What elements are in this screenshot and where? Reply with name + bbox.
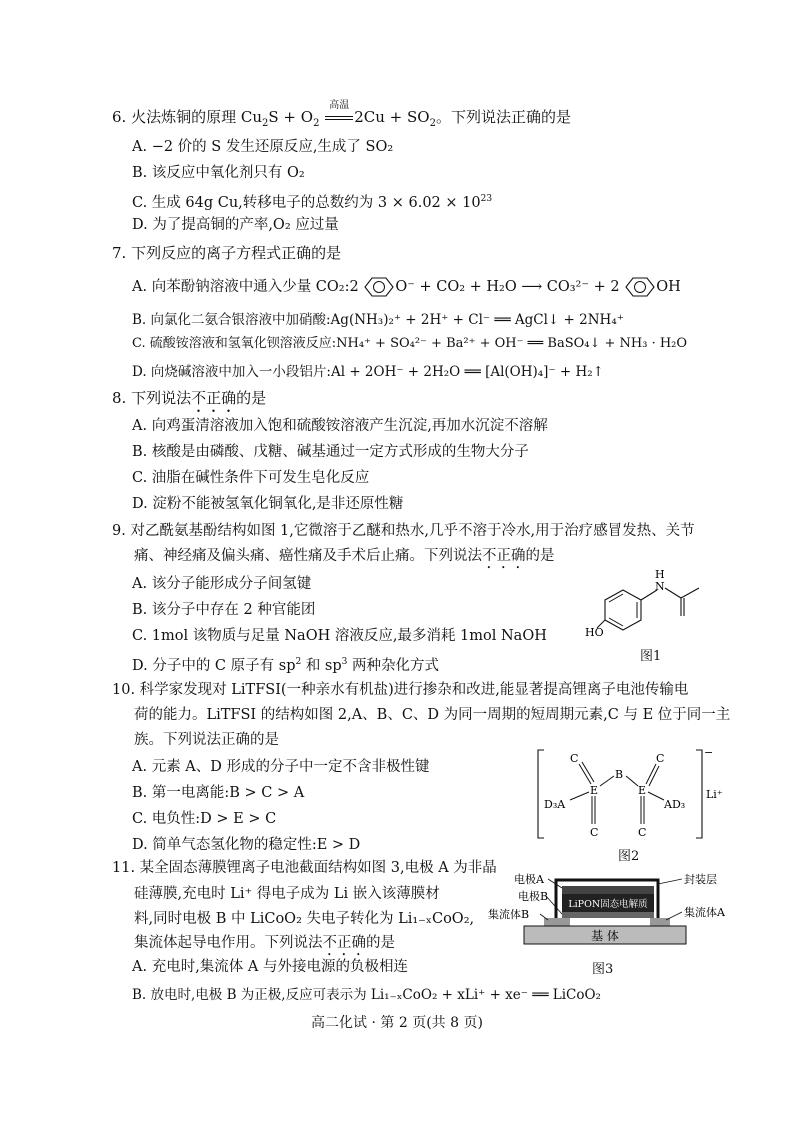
q8-option-c: C. 油脂在碱性条件下可发生皂化反应 — [132, 470, 370, 486]
q10-option-d: D. 简单气态氢化物的稳定性:E > D — [132, 837, 361, 853]
q8-option-d: D. 淀粉不能被氢氧化铜氧化,是非还原性糖 — [132, 496, 404, 512]
q10-option-b: B. 第一电离能:B > C > A — [132, 785, 305, 801]
q7-option-b: B. 向氯化二氨合银溶液中加硝酸:Ag(NH₃)₂⁺ + 2H⁺ + Cl⁻ ══ AgCl↓ + 2NH₄⁺ — [132, 312, 624, 328]
q11-stem-line4: 集流体起导电作用。下列说法不正确的是 — [134, 935, 395, 951]
q8-stem: 8. 下列说法不正确的是 — [112, 389, 267, 407]
q10-option-a: A. 元素 A、D 形成的分子中一定不含非极性键 — [132, 759, 430, 775]
figure-3-battery-cross-section — [488, 866, 734, 950]
label-electrode-b: 电极B — [518, 890, 549, 903]
q11-stem-line2: 硅薄膜,充电时 Li⁺ 得电子成为 Li 嵌入该薄膜材 — [134, 886, 440, 902]
q10-stem-line2: 荷的能力。LiTFSI 的结构如图 2,A、B、C、D 为同一周期的短周期元素,C 与 E 位于同一主 — [134, 707, 731, 723]
group-label-d3a: D₃A — [544, 798, 566, 811]
atom-label-ho: HO — [585, 626, 604, 639]
label-encapsulation: 封装层 — [684, 873, 717, 886]
figure-1-paracetamol-structure — [585, 568, 705, 643]
label-collector-b: 集流体B — [488, 908, 530, 921]
q9-option-c: C. 1mol 该物质与足量 NaOH 溶液反应,最多消耗 1mol NaOH — [132, 628, 547, 644]
q8-option-b: B. 核酸是由磷酸、戊糖、碱基通过一定方式形成的生物大分子 — [132, 444, 529, 460]
label-collector-a: 集流体A — [684, 906, 725, 919]
q9-stem-line2: 痛、神经痛及偏头痛、癌性痛及手术后止痛。下列说法不正确的是 — [134, 548, 555, 564]
q11-option-b: B. 放电时,电极 B 为正极,反应可表示为 Li₁₋ₓCoO₂ + xLi⁺ + xe⁻ ══ LiCoO₂ — [132, 987, 601, 1003]
label-electrolyte: LiPON固态电解质 — [568, 899, 648, 910]
atom-label-c: C — [638, 826, 647, 839]
counter-ion-label: Li⁺ — [706, 788, 723, 801]
q9-option-d: D. 分子中的 C 原子有 $sp^2$ 和 $sp^3$ 两种杂化方式 — [132, 657, 440, 674]
charge-minus: − — [704, 746, 714, 759]
q7-option-c: C. 硫酸铵溶液和氢氧化钡溶液反应:NH₄⁺ + SO₄²⁻ + Ba²⁺ + OH⁻ ══ BaSO₄↓ + NH₃ · H₂O — [132, 336, 688, 351]
benzene-ring-icon — [364, 275, 394, 299]
q6-stem: 6. 火法炼铜的原理 $Cu_2S + O_2$ 高温 $2Cu + SO_2$。下列说法正确的是 — [112, 100, 571, 129]
atom-label-c: C — [656, 752, 665, 765]
atom-label-e: E — [638, 784, 647, 797]
atom-label-c: C — [570, 752, 579, 765]
q7-option-d: D. 向烧碱溶液中加入一小段铝片:Al + 2OH⁻ + 2H₂O ══ [Al(OH)₄]⁻ + H₂↑ — [132, 364, 604, 380]
q6-option-b: B. 该反应中氧化剂只有 O₂ — [132, 165, 305, 181]
atom-label-n: N — [655, 580, 665, 593]
q6-option-a: A. −2 价的 S 发生还原反应,生成了 SO₂ — [132, 139, 394, 155]
q9-option-a: A. 该分子能形成分子间氢键 — [132, 576, 312, 592]
group-label-ad3: AD₃ — [664, 798, 686, 811]
reaction-condition: 高温 — [324, 107, 354, 127]
label-substrate: 基 体 — [591, 929, 619, 943]
page-footer: 高二化试 · 第 2 页(共 8 页) — [311, 1015, 483, 1031]
figure-2-caption: 图2 — [618, 849, 640, 864]
q10-stem-line1: 10. 科学家发现对 LiTFSI(一种亲水有机盐)进行掺杂和改进,能显著提高锂离子电池传输电 — [112, 682, 689, 698]
q7-option-a: A. 向苯酚钠溶液中通入少量 CO₂:2 O⁻ + CO₂ + H₂O ⟶ CO₃²⁻ + 2 OH — [132, 275, 681, 299]
q10-option-c: C. 电负性:D > E > C — [132, 811, 277, 827]
q7-stem: 7. 下列反应的离子方程式正确的是 — [112, 244, 342, 262]
atom-label-h: H — [655, 568, 665, 581]
q11-option-a: A. 充电时,集流体 A 与外接电源的负极相连 — [132, 959, 408, 975]
q10-stem-line3: 族。下列说法正确的是 — [134, 732, 279, 748]
q9-stem-line1: 9. 对乙酰氨基酚结构如图 1,它微溶于乙醚和热水,几乎不溶于冷水,用于治疗感冒发热、关节 — [112, 523, 695, 539]
benzene-ring-icon — [625, 275, 655, 299]
figure-2-litfsi-structure — [534, 746, 724, 842]
q6-option-d: D. 为了提高铜的产率,O₂ 应过量 — [132, 217, 339, 233]
q11-stem-line1: 11. 某全固态薄膜锂离子电池截面结构如图 3,电极 A 为非晶 — [112, 860, 497, 876]
figure-3-caption: 图3 — [592, 962, 614, 977]
label-electrode-a: 电极A — [514, 873, 544, 886]
q11-stem-line3: 料,同时电极 B 中 LiCoO₂ 失电子转化为 Li₁₋ₓCoO₂, — [134, 911, 475, 927]
atom-label-e: E — [590, 784, 599, 797]
q9-option-b: B. 该分子中存在 2 种官能团 — [132, 602, 316, 618]
figure-1-caption: 图1 — [640, 649, 662, 664]
q6-option-c: C. 生成 64g Cu,转移电子的总数约为 $3 \times 6.02 \times 10^{23}$ — [132, 194, 493, 211]
q8-option-a: A. 向鸡蛋清溶液加入饱和硫酸铵溶液产生沉淀,再加水沉淀不溶解 — [132, 418, 548, 434]
atom-label-b: B — [615, 768, 624, 781]
atom-label-c: C — [590, 826, 599, 839]
